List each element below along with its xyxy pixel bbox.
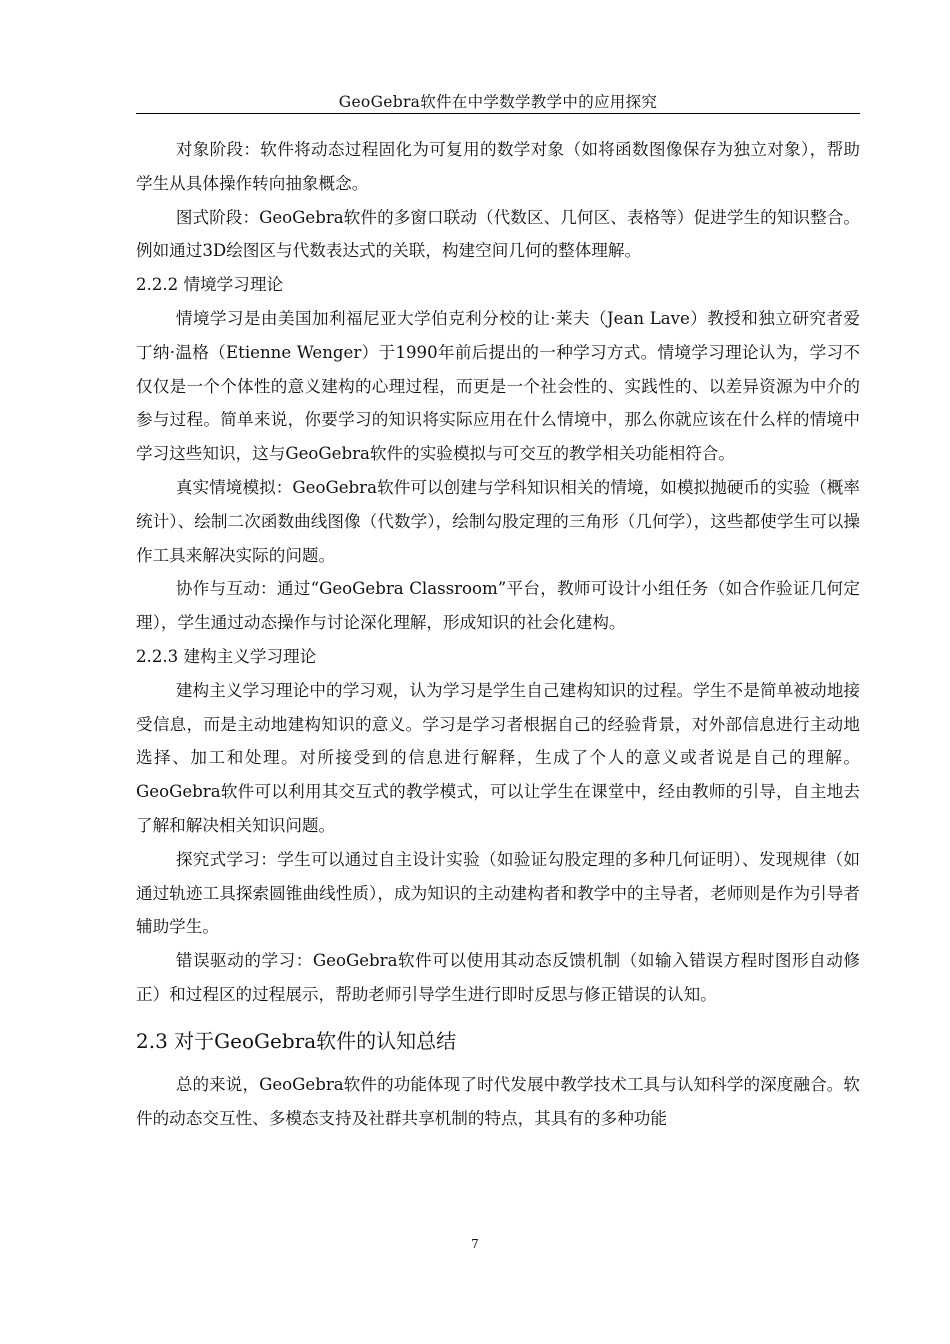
paragraph-object-stage: 对象阶段：软件将动态过程固化为可复用的数学对象（如将函数图像保存为独立对象），帮助学生从具体操作转向抽象概念。 xyxy=(136,140,860,193)
paragraph-real-scenario-simulation: 真实情境模拟：GeoGebra软件可以创建与学科知识相关的情境，如模拟抛硬币的实验（概率统计）、绘制二次函数曲线图像（代数学），绘制勾股定理的三角形（几何学），这些都使学生可以操作工具来解决实际的问题。 xyxy=(136,477,860,565)
section-heading-2-3: 2.3 对于GeoGebra软件的认知总结 xyxy=(136,1028,457,1053)
section-heading-2-2-2: 2.2.2 情境学习理论 xyxy=(136,275,284,295)
paragraph-summary: 总的来说，GeoGebra软件的功能体现了时代发展中教学技术工具与认知科学的深度融合。软件的动态交互性、多模态支持及社群共享机制的特点，其具有的多种功能 xyxy=(136,1074,860,1128)
section-heading-2-2-3: 2.2.3 建构主义学习理论 xyxy=(136,646,317,666)
page-body xyxy=(136,133,860,1135)
paragraph-inquiry-learning: 探究式学习：学生可以通过自主设计实验（如验证勾股定理的多种几何证明）、发现规律（如通过轨迹工具探索圆锥曲线性质），成为知识的主动建构者和教学中的主导者，老师则是作为引导者辅助学生。 xyxy=(136,849,860,937)
paragraph-error-driven-learning: 错误驱动的学习：GeoGebra软件可以使用其动态反馈机制（如输入错误方程时图形自动修正）和过程区的过程展示，帮助老师引导学生进行即时反思与修正错误的认知。 xyxy=(136,951,860,1004)
paragraph-constructivism: 建构主义学习理论中的学习观，认为学习是学生自己建构知识的过程。学生不是简单被动地接受信息，而是主动地建构知识的意义。学习是学习者根据自己的经验背景，对外部信息进行主动地选择、加工和处理。对所接受到的信息进行解释，生成了个人的意义或者说是自己的理解。GeoGebra软件可以利用其交互式的教学模式，可以让学生在课堂中，经由教师的引导，自主地去了解和解决相关知识问题。 xyxy=(136,680,860,835)
page-number: 7 xyxy=(471,1237,479,1251)
running-header: GeoGebra软件在中学数学教学中的应用探究 xyxy=(136,92,860,114)
paragraph-collaboration-interaction: 协作与互动：通过“GeoGebra Classroom”平台，教师可设计小组任务（如合作验证几何定理），学生通过动态操作与讨论深化理解，形成知识的社会化建构。 xyxy=(136,579,860,633)
paragraph-situated-learning: 情境学习是由美国加利福尼亚大学伯克利分校的让·莱夫（Jean Lave）教授和独立研究者爱丁纳·温格（Etienne Wenger）于1990年前后提出的一种学习方式。情境学习理论认为，学习不仅仅是一个个体性的意义建构的心理过程，而更是一个社会性的、实践性的、以差异资源为中介的参与过程。简单来说，你要学习的知识将实际应用在什么情境中，那么你就应该在什么样的情境中学习这些知识，这与GeoGebra软件的实验模拟与可交互的教学相关功能相符合。 xyxy=(136,308,860,464)
paragraph-schema-stage: 图式阶段：GeoGebra软件的多窗口联动（代数区、几何区、表格等）促进学生的知识整合。例如通过3D绘图区与代数表达式的关联，构建空间几何的整体理解。 xyxy=(136,207,860,261)
